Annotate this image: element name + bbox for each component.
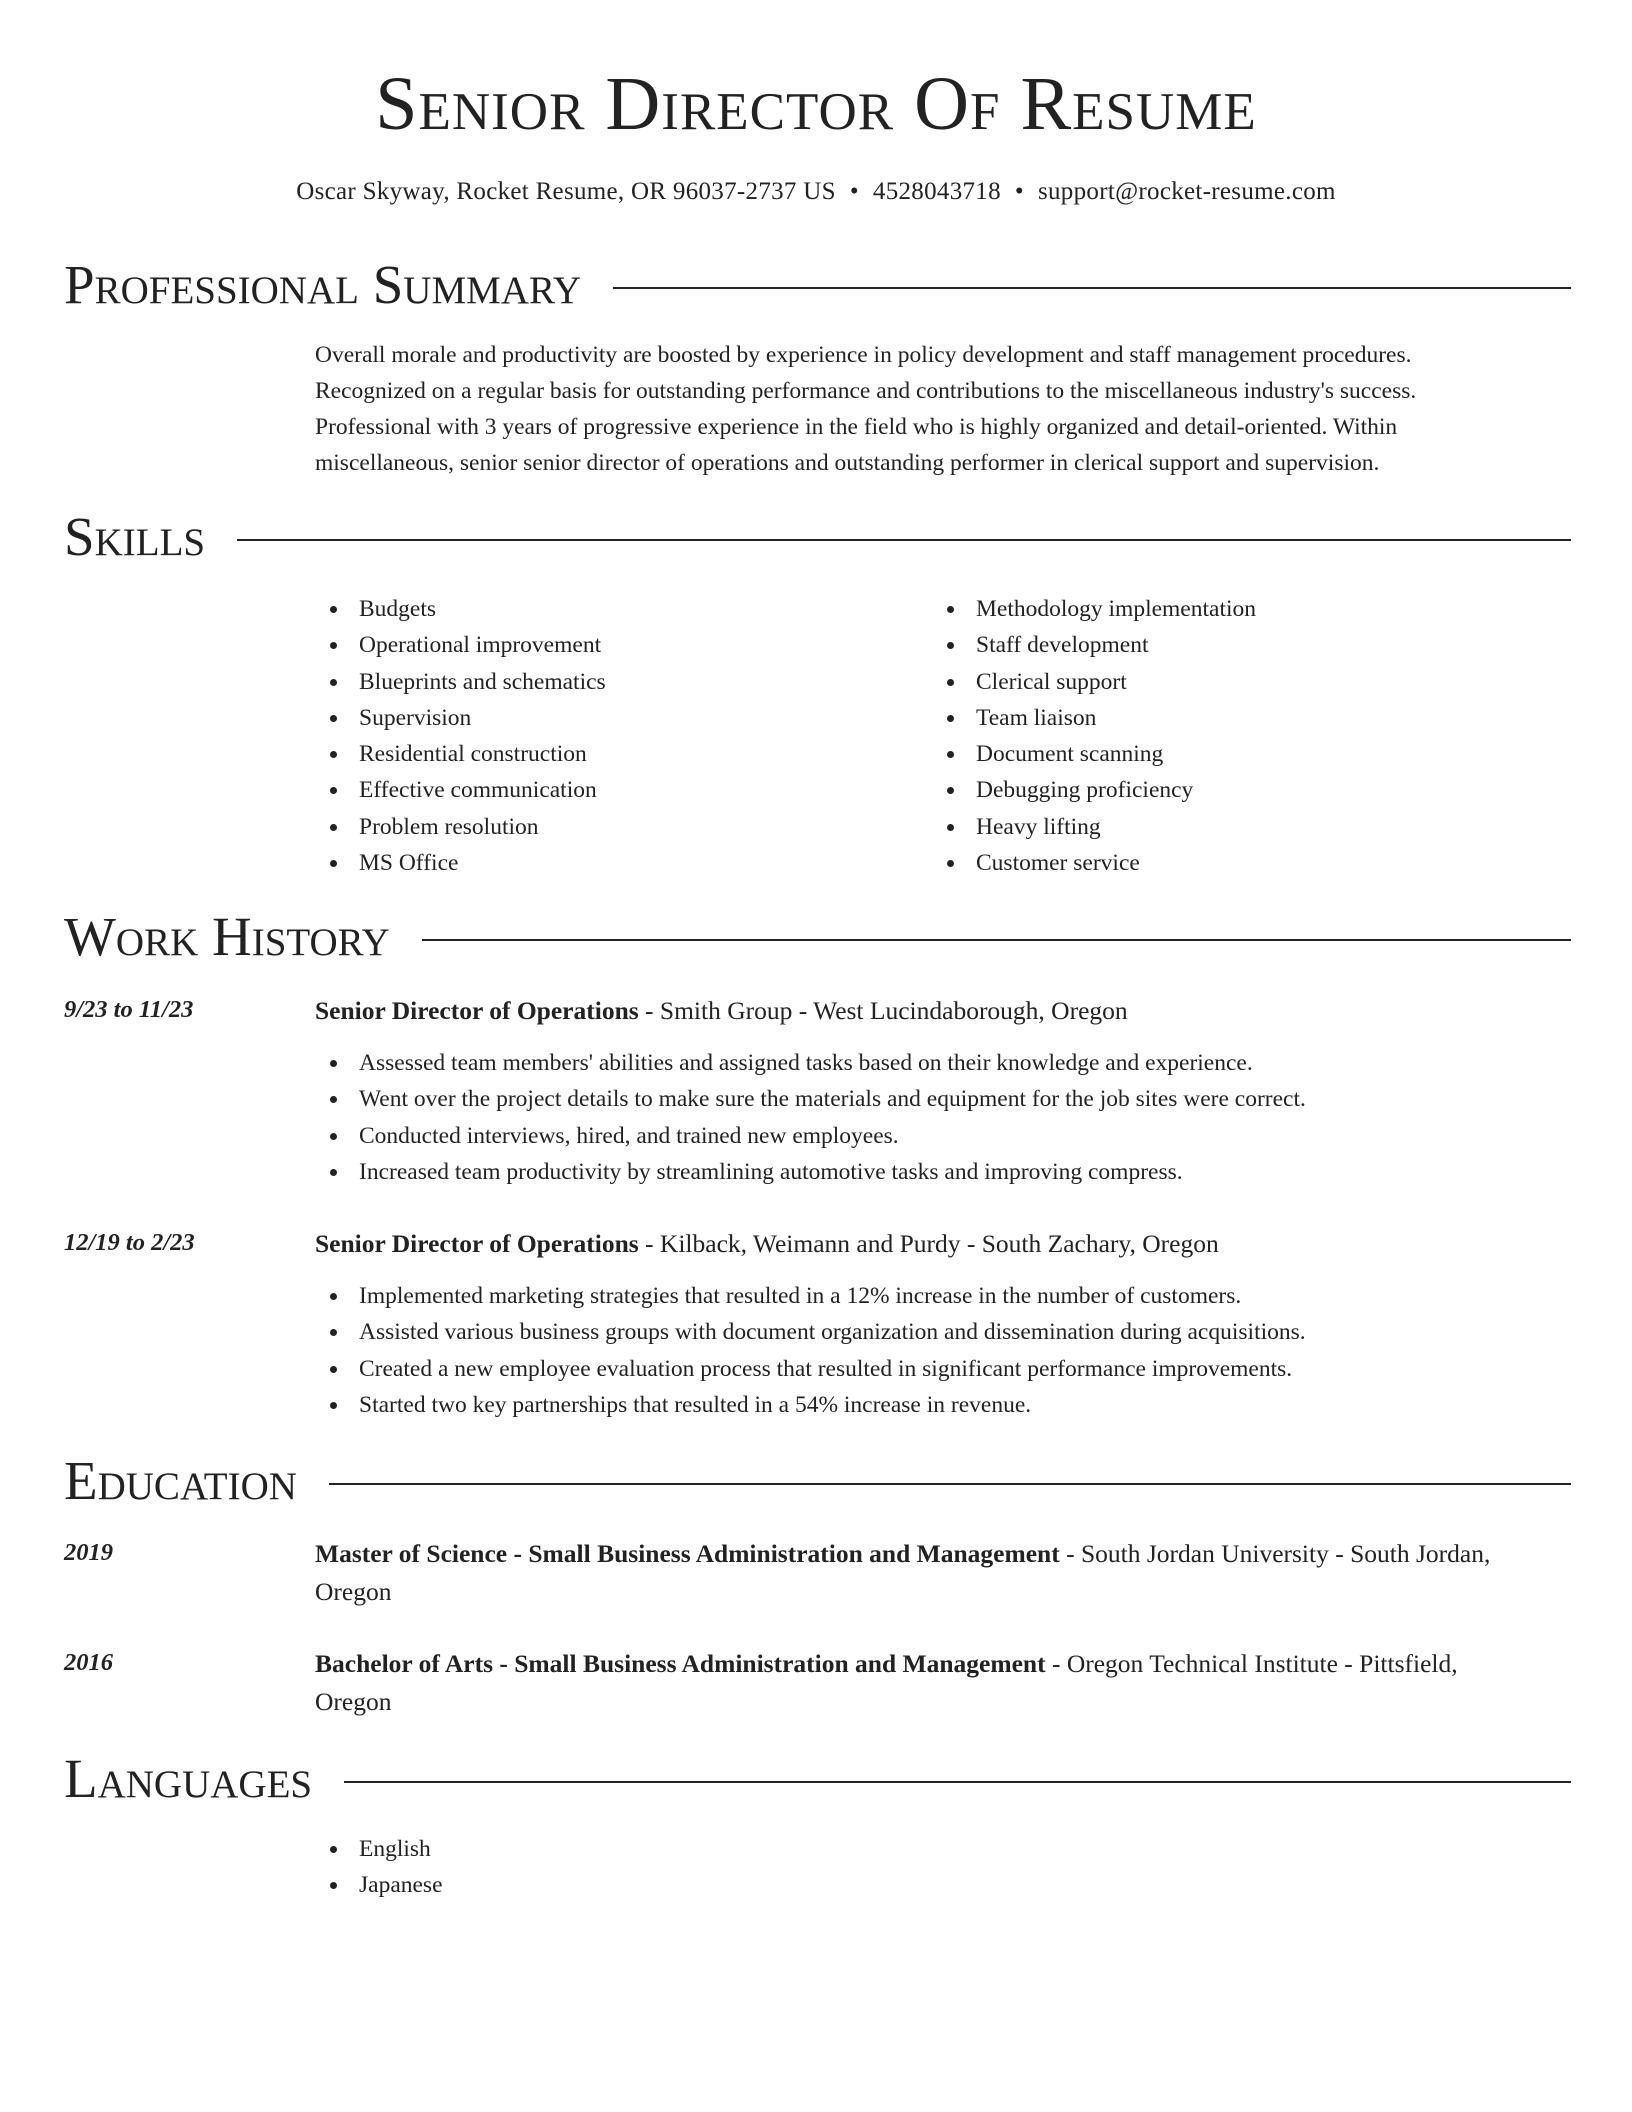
job-bullet: Assessed team members' abilities and assigned tasks based on their knowledge and experience. [315, 1045, 1575, 1081]
section-divider [422, 939, 1571, 941]
skill-item: Methodology implementation [932, 591, 1492, 627]
languages-list [315, 1831, 915, 1904]
section-divider [613, 287, 1571, 289]
education-details: - South Jordan University - South Jordan, [1059, 1539, 1491, 1568]
summary-text [315, 337, 1515, 481]
skill-item: Residential construction [315, 736, 875, 772]
skill-item: Problem resolution [315, 809, 875, 845]
language-item: English [315, 1831, 915, 1867]
contact-phone: 4528043718 [872, 178, 1001, 205]
section-header-education [64, 1446, 1571, 1516]
section-title: Education [64, 1450, 297, 1511]
job-dates: 9/23 to 11/23 [64, 996, 194, 1023]
section-header-languages [64, 1744, 1571, 1814]
skills-list-left [315, 591, 875, 881]
resume-title: Senior Director Of Resume [375, 62, 1257, 146]
job-details: - Smith Group - West Lucindaborough, Oregon [638, 996, 1128, 1025]
skills-list-right [932, 591, 1492, 881]
section-header-summary [64, 250, 1571, 320]
education-details-continued: Oregon [315, 1577, 392, 1606]
skill-item: Supervision [315, 700, 875, 736]
skill-item: Debugging proficiency [932, 772, 1492, 808]
skill-item: Document scanning [932, 736, 1492, 772]
education-year: 2019 [64, 1539, 113, 1566]
job-bullet: Created a new employee evaluation process that resulted in significant performance improvements. [315, 1351, 1575, 1387]
skill-item: MS Office [315, 845, 875, 881]
education-entry [315, 1535, 1575, 1611]
job-bullets [315, 1278, 1575, 1423]
skill-item: Staff development [932, 627, 1492, 663]
section-divider [344, 1781, 1571, 1783]
job-heading [315, 1225, 1575, 1263]
section-title: Professional Summary [64, 254, 582, 315]
education-details: - Oregon Technical Institute - Pittsfield, [1045, 1649, 1458, 1678]
skill-item: Effective communication [315, 772, 875, 808]
skill-item: Heavy lifting [932, 809, 1492, 845]
job-bullets [315, 1045, 1575, 1190]
degree: Bachelor of Arts - Small Business Administration and Management [315, 1649, 1046, 1678]
job-bullet: Went over the project details to make sure the materials and equipment for the job sites were correct. [315, 1081, 1575, 1117]
job-title: Senior Director of Operations [315, 996, 639, 1025]
job-dates: 12/19 to 2/23 [64, 1229, 195, 1256]
job-bullet: Started two key partnerships that resulted in a 54% increase in revenue. [315, 1387, 1575, 1423]
skill-item: Team liaison [932, 700, 1492, 736]
section-divider [237, 539, 1571, 541]
summary-line: Recognized on a regular basis for outstanding performance and contributions to the miscellaneous industry's success. [315, 378, 1417, 404]
contact-address: Oscar Skyway, Rocket Resume, OR 96037-2737 US [296, 178, 836, 205]
skill-item: Clerical support [932, 664, 1492, 700]
job-bullet: Implemented marketing strategies that resulted in a 12% increase in the number of customers. [315, 1278, 1575, 1314]
education-entry [315, 1645, 1575, 1721]
section-title: Languages [64, 1748, 313, 1809]
job-bullet: Assisted various business groups with document organization and dissemination during acquisitions. [315, 1314, 1575, 1350]
job-bullet: Increased team productivity by streamlining automotive tasks and improving compress. [315, 1154, 1575, 1190]
job-heading [315, 992, 1575, 1030]
section-header-work-history [64, 902, 1571, 972]
section-title: Skills [64, 506, 206, 567]
skill-item: Blueprints and schematics [315, 664, 875, 700]
summary-line: miscellaneous, senior senior director of operations and outstanding performer in clerical support and supervision. [315, 450, 1380, 476]
language-item: Japanese [315, 1867, 915, 1903]
section-divider [329, 1483, 1571, 1485]
job-details: - Kilback, Weimann and Purdy - South Zachary, Oregon [638, 1229, 1219, 1258]
job-bullet: Conducted interviews, hired, and trained new employees. [315, 1118, 1575, 1154]
skill-item: Budgets [315, 591, 875, 627]
degree: Master of Science - Small Business Administration and Management [315, 1539, 1060, 1568]
contact-separator: • [849, 178, 859, 205]
section-header-skills [64, 502, 1571, 572]
contact-email: support@rocket-resume.com [1037, 178, 1336, 205]
skill-item: Operational improvement [315, 627, 875, 663]
contact-separator: • [1014, 178, 1024, 205]
skill-item: Customer service [932, 845, 1492, 881]
education-year: 2016 [64, 1649, 113, 1676]
contact-line [0, 175, 1632, 209]
summary-line: Overall morale and productivity are boosted by experience in policy development and staff management procedures. [315, 342, 1412, 368]
summary-line: Professional with 3 years of progressive experience in the field who is highly organized and detail-oriented. Within [315, 414, 1398, 440]
job-title: Senior Director of Operations [315, 1229, 639, 1258]
section-title: Work History [64, 906, 390, 967]
education-details-continued: Oregon [315, 1687, 392, 1716]
